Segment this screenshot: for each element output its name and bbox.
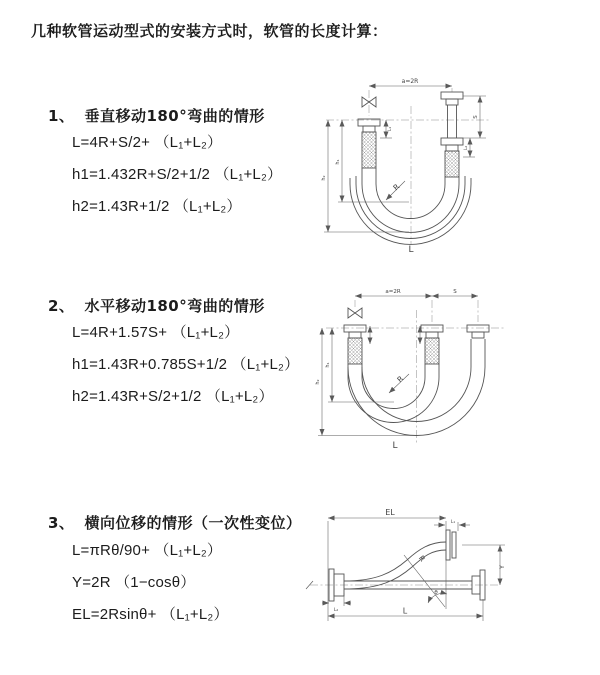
travel-label: S	[473, 115, 479, 119]
h-outer-label: h₂	[315, 379, 321, 385]
dimension-lines	[328, 518, 500, 616]
section3-number: 3、	[48, 514, 75, 532]
h-inner-label: h₁	[335, 159, 341, 165]
hose-inner-wall	[376, 168, 445, 219]
horizontal-180-bend-drawing	[308, 282, 536, 454]
right-upper-hex	[446, 99, 458, 105]
extension-lines	[324, 96, 486, 232]
right-lower-flange	[441, 138, 463, 145]
travel-label: S	[453, 289, 457, 295]
radius-label: R	[391, 182, 402, 193]
section1-heading-text: 垂直移动180°弯曲的情形	[84, 107, 265, 125]
right-flange	[467, 325, 489, 332]
section1-number: 1、	[48, 107, 75, 125]
right-hex	[472, 332, 484, 338]
radius-label: R	[416, 553, 428, 564]
horizontal-180-bend-diagram	[308, 282, 536, 458]
hose-assembly	[350, 92, 471, 244]
dimension-lines	[322, 296, 478, 436]
section2-formula-h1: h1=1.43R+0.785S+1/2 （L₁+L₂）	[72, 356, 300, 373]
section1-formula-L: L=4R+S/2+ （L₁+L₂）	[72, 134, 223, 151]
offset-label: Y	[498, 565, 506, 569]
middle-braid	[425, 338, 439, 364]
section1-heading	[48, 105, 265, 126]
centerlines	[326, 88, 490, 244]
extended-length-label: EL	[385, 508, 395, 517]
centerlines	[326, 300, 504, 444]
radius-label: R	[395, 374, 406, 385]
middle-hex	[426, 332, 438, 338]
diagram2-labels	[315, 289, 457, 451]
section2-formula-h2: h2=1.43R+S/2+1/2 （L₁+L₂）	[72, 388, 274, 405]
section3-heading-text: 横向位移的情形（一次性变位）	[84, 514, 302, 532]
section3-formula-Y: Y=2R （1−cosθ）	[72, 574, 196, 591]
lateral-displacement-drawing	[302, 503, 560, 643]
left-flange	[344, 325, 366, 332]
h-inner-label: h₁	[325, 362, 331, 368]
section3-formula-L: L=πRθ/90+ （L₁+L₂）	[72, 542, 223, 559]
fitting-right-label: L₂	[464, 145, 469, 151]
span-label: a=2R	[385, 289, 401, 295]
fitting-left-label: L₁	[388, 126, 393, 132]
vertical-180-bend-drawing	[312, 72, 524, 254]
length-label: L	[402, 606, 408, 616]
section2-heading	[48, 295, 265, 316]
left-braid	[348, 338, 362, 364]
curved-hose-bottom-wall	[344, 550, 446, 589]
left-braid	[362, 132, 376, 168]
section3-heading	[48, 512, 301, 533]
curved-hose-top-wall	[344, 542, 446, 581]
length-label: L	[408, 245, 414, 254]
right-lower-hex	[446, 145, 458, 151]
lateral-displacement-diagram	[302, 503, 560, 647]
valve-icon	[348, 308, 362, 318]
section1-formula-h2: h2=1.43R+1/2 （L₁+L₂）	[72, 198, 242, 215]
fitting-top-label: L₁	[450, 520, 456, 525]
section2-formula-L: L=4R+1.57S+ （L₁+L₂）	[72, 324, 240, 341]
extension-lines	[318, 402, 416, 436]
left-hex	[349, 332, 361, 338]
upper-flange-plate	[446, 530, 450, 560]
page-title: 几种软管运动型式的安装方式时，软管的长度计算：	[31, 22, 388, 40]
vertical-180-bend-diagram	[312, 72, 524, 258]
span-label: a=2R	[401, 78, 419, 85]
hose-assembly	[329, 530, 485, 607]
hose-outer-wall	[362, 168, 459, 232]
section2-heading-text: 水平移动180°弯曲的情形	[84, 297, 265, 315]
upper-flange-plate2	[452, 532, 456, 558]
section2-number: 2、	[48, 297, 75, 315]
right-upper-flange	[441, 92, 463, 99]
section3-formula-EL: EL=2Rsinθ+ （L₁+L₂）	[72, 606, 229, 623]
left-hex	[363, 126, 375, 132]
fitting-bottom-label: L₂	[333, 608, 339, 613]
middle-flange	[421, 325, 443, 332]
angle-label: θ	[434, 590, 438, 596]
section1-formula-h1: h1=1.432R+S/2+1/2 （L₁+L₂）	[72, 166, 283, 183]
right-braid	[445, 151, 459, 177]
hose-alt-position-outer2	[350, 178, 471, 244]
length-label: L	[392, 441, 398, 451]
hose-alt-position-outer	[356, 176, 465, 239]
h-outer-label: h₂	[321, 175, 327, 181]
